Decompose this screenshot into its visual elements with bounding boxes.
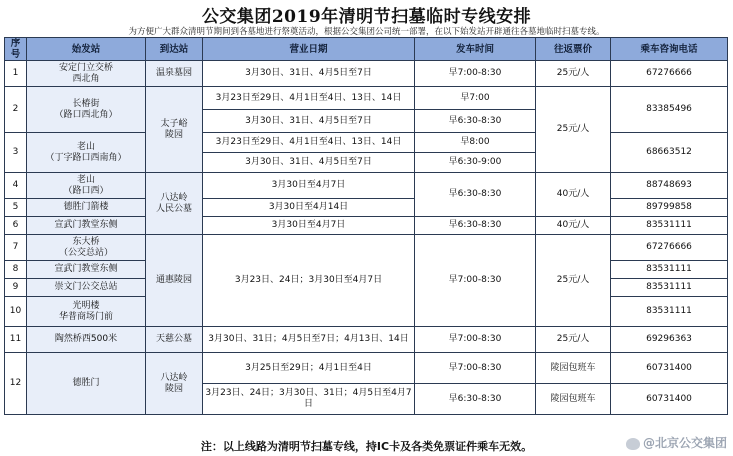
row-phone: 83531111 bbox=[611, 217, 728, 235]
row-times: 早7:00 bbox=[415, 87, 536, 110]
row-no: 9 bbox=[5, 279, 27, 297]
row-times: 早6:30-8:30 bbox=[415, 217, 536, 235]
row-start: 老山 （丁字路口西南角） bbox=[27, 133, 146, 173]
row-dest: 天慈公墓 bbox=[146, 327, 203, 353]
table-row bbox=[5, 199, 728, 217]
row-dates: 3月30日至4月7日 bbox=[203, 217, 415, 235]
row-phone: 60731400 bbox=[611, 384, 728, 415]
table-row bbox=[5, 235, 728, 261]
row-start: 崇文门公交总站 bbox=[27, 279, 146, 297]
row-times: 早6:30-8:30 bbox=[415, 173, 536, 217]
row-no: 10 bbox=[5, 297, 27, 327]
document-title: 公交集团2019年清明节扫墓临时专线安排 bbox=[201, 7, 532, 27]
row-start: 德胜门 bbox=[27, 353, 146, 415]
row-start: 老山 （路口西） bbox=[27, 173, 146, 199]
row-phone: 83531111 bbox=[611, 261, 728, 279]
row-times: 早6:30-8:30 bbox=[415, 110, 536, 133]
row-no: 11 bbox=[5, 327, 27, 353]
row-dest: 太子峪 陵园 bbox=[146, 87, 203, 173]
table-row bbox=[5, 133, 728, 153]
header-phone: 乘车咨询电话 bbox=[611, 38, 728, 61]
header-dest: 到达站 bbox=[146, 38, 203, 61]
table-row bbox=[5, 61, 728, 87]
row-fare: 陵园包班车 bbox=[536, 384, 611, 415]
row-no: 12 bbox=[5, 353, 27, 415]
row-phone: 83385496 bbox=[611, 87, 728, 133]
table-row bbox=[5, 87, 728, 110]
row-no: 4 bbox=[5, 173, 27, 199]
row-phone: 88748693 bbox=[611, 173, 728, 199]
row-start: 宣武门教堂东侧 bbox=[27, 217, 146, 235]
row-fare: 25元/人 bbox=[536, 327, 611, 353]
table-row bbox=[5, 353, 728, 384]
row-fare: 25元/人 bbox=[536, 87, 611, 173]
row-phone: 67276666 bbox=[611, 235, 728, 261]
schedule-table bbox=[4, 37, 728, 415]
row-fare: 25元/人 bbox=[536, 61, 611, 87]
row-phone: 83531111 bbox=[611, 279, 728, 297]
weibo-icon bbox=[626, 438, 640, 450]
row-start: 光明楼 华普商场门前 bbox=[27, 297, 146, 327]
row-phone: 89799858 bbox=[611, 199, 728, 217]
row-start: 宣武门教堂东侧 bbox=[27, 261, 146, 279]
row-start: 德胜门箭楼 bbox=[27, 199, 146, 217]
row-fare: 25元/人 bbox=[536, 235, 611, 327]
row-times: 早7:00-8:30 bbox=[415, 235, 536, 327]
row-no: 2 bbox=[5, 87, 27, 133]
row-start: 陶然桥西500米 bbox=[27, 327, 146, 353]
row-no: 7 bbox=[5, 235, 27, 261]
row-times: 早7:00-8:30 bbox=[415, 61, 536, 87]
row-dates: 3月23日至29日、4月1日至4日、13日、14日 bbox=[203, 133, 415, 153]
header-dates: 营业日期 bbox=[203, 38, 415, 61]
row-times: 早7:00-8:30 bbox=[415, 327, 536, 353]
header-start: 始发站 bbox=[27, 38, 146, 61]
row-dates: 3月30日、31日、4月5日至7日 bbox=[203, 110, 415, 133]
row-dates: 3月23日至29日、4月1日至4日、13日、14日 bbox=[203, 87, 415, 110]
row-times: 早6:30-8:30 bbox=[415, 384, 536, 415]
header-fare: 往返票价 bbox=[536, 38, 611, 61]
footnote: 注：以上线路为清明节扫墓专线，持IC卡及各类免票证件乘车无效。 bbox=[200, 440, 533, 453]
row-dest: 通惠陵园 bbox=[146, 235, 203, 327]
table-row bbox=[5, 217, 728, 235]
row-phone: 83531111 bbox=[611, 297, 728, 327]
header-times: 发车时间 bbox=[415, 38, 536, 61]
row-fare: 40元/人 bbox=[536, 217, 611, 235]
row-start: 安定门立交桥 西北角 bbox=[27, 61, 146, 87]
row-dates: 3月30日、31日、4月5日至7日 bbox=[203, 153, 415, 173]
row-dest: 八达岭 陵园 bbox=[146, 353, 203, 415]
row-no: 3 bbox=[5, 133, 27, 173]
header-no: 序号 bbox=[5, 38, 27, 61]
watermark-text: @北京公交集团 bbox=[642, 436, 727, 450]
document-subtitle: 为方便广大群众清明节期间到各墓地进行祭奠活动，根据公交集团公司统一部署，在以下始发站开辟通往各墓地临时扫墓专线。 bbox=[128, 27, 605, 37]
row-phone: 67276666 bbox=[611, 61, 728, 87]
row-dest: 八达岭 人民公墓 bbox=[146, 173, 203, 235]
row-no: 6 bbox=[5, 217, 27, 235]
table-row bbox=[5, 327, 728, 353]
row-fare: 40元/人 bbox=[536, 173, 611, 217]
row-start: 东大桥 （公交总站） bbox=[27, 235, 146, 261]
row-dates: 3月30日、31日、4月5日至7日 bbox=[203, 61, 415, 87]
row-no: 8 bbox=[5, 261, 27, 279]
row-dates: 3月23日、24日；3月30日至4月7日 bbox=[203, 235, 415, 327]
row-dates: 3月23日、24日；3月30日、31日；4月5日至4月7日 bbox=[203, 384, 415, 415]
row-start: 长椿街 （路口西北角） bbox=[27, 87, 146, 133]
row-times: 早8:00 bbox=[415, 133, 536, 153]
table-header-row bbox=[5, 38, 728, 61]
row-no: 5 bbox=[5, 199, 27, 217]
row-fare: 陵园包班车 bbox=[536, 353, 611, 384]
row-times: 早7:00-8:30 bbox=[415, 353, 536, 384]
table-row bbox=[5, 173, 728, 199]
weibo-watermark bbox=[626, 434, 727, 451]
row-dates: 3月30日、31日；4月5日至7日；4月13日、14日 bbox=[203, 327, 415, 353]
row-dates: 3月25日至29日；4月1日至4日 bbox=[203, 353, 415, 384]
row-no: 1 bbox=[5, 61, 27, 87]
row-times: 早6:30-9:00 bbox=[415, 153, 536, 173]
row-phone: 68663512 bbox=[611, 133, 728, 173]
row-phone: 69296363 bbox=[611, 327, 728, 353]
row-dates: 3月30日至4月14日 bbox=[203, 199, 415, 217]
row-phone: 60731400 bbox=[611, 353, 728, 384]
row-dates: 3月30日至4月7日 bbox=[203, 173, 415, 199]
row-dest: 温泉墓园 bbox=[146, 61, 203, 87]
